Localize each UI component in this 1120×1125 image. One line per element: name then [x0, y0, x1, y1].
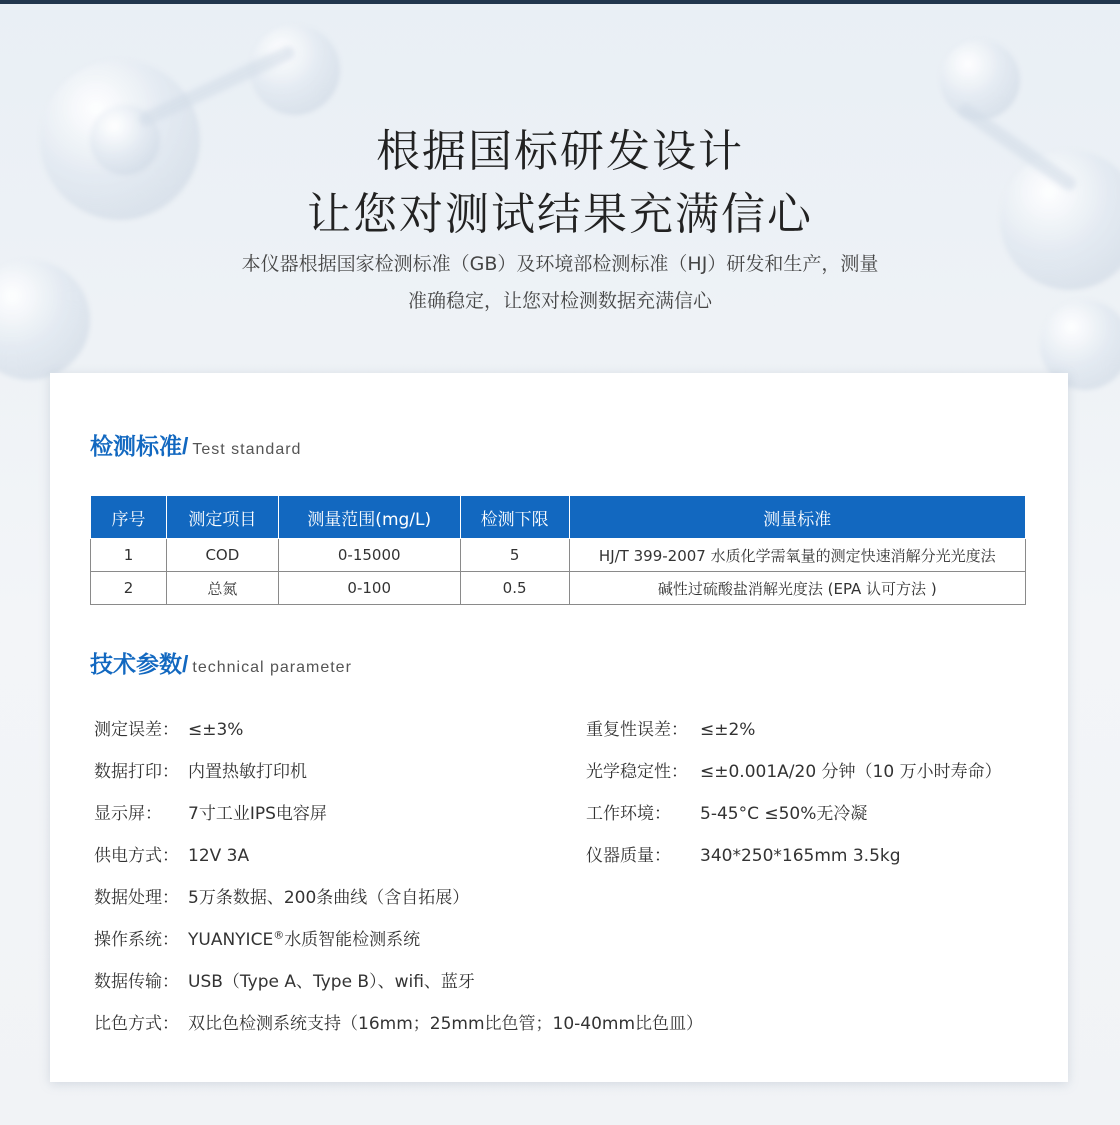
main-heading-line2: 让您对测试结果充满信心 — [307, 189, 813, 240]
content-card — [50, 373, 1068, 1082]
section-title-slash: / — [182, 433, 189, 459]
param-label: 仪器质量： — [586, 846, 671, 866]
table-cell: 总氮 — [166, 572, 278, 605]
os-description: 水质智能检测系统 — [284, 930, 421, 950]
test-standard-title — [90, 428, 301, 461]
param-label: 工作环境： — [586, 804, 671, 824]
section-title-zh: 技术参数 — [90, 652, 182, 678]
param-label: 光学稳定性： — [586, 762, 688, 782]
param-value: ≤±0.001A/20 分钟（10 万小时寿命） — [700, 762, 1002, 782]
param-value: ≤±2% — [700, 720, 756, 740]
param-label: 测定误差： — [94, 720, 179, 740]
registered-mark: ® — [273, 928, 285, 942]
table-cell: COD — [166, 539, 278, 572]
table-row — [91, 572, 1026, 605]
param-display — [94, 799, 327, 824]
table-header-cell: 序号 — [91, 496, 167, 539]
top-bar — [0, 0, 1120, 4]
param-label: 数据传输： — [94, 972, 179, 992]
param-label: 比色方式： — [94, 1014, 179, 1034]
param-value — [188, 925, 420, 950]
param-label: 重复性误差： — [586, 720, 688, 740]
table-cell: 1 — [91, 539, 167, 572]
table-cell: 碱性过硫酸盐消解光度法 (EPA 认可方法 ) — [569, 572, 1025, 605]
section-title-en: Test standard — [192, 441, 302, 458]
intro-text-line2: 准确稳定，让您对检测数据充满信心 — [407, 290, 712, 312]
param-operating-system — [94, 925, 420, 950]
param-working-environment — [586, 799, 867, 824]
table-row — [91, 539, 1026, 572]
param-value: USB（Type A、Type B）、wifi、蓝牙 — [188, 972, 475, 992]
main-heading-line1: 根据国标研发设计 — [376, 126, 744, 177]
param-optical-stability — [586, 757, 1002, 782]
param-label: 数据处理： — [94, 888, 179, 908]
table-cell: HJ/T 399-2007 水质化学需氧量的测定快速消解分光光度法 — [569, 539, 1025, 572]
technical-parameter-title — [90, 646, 352, 679]
param-label: 显示屏： — [94, 804, 162, 824]
param-repeatability-error — [586, 715, 755, 740]
param-value: 5-45°C ≤50%无冷凝 — [700, 804, 868, 824]
param-colorimetric-method — [94, 1009, 703, 1034]
os-brand-name: YUANYICE — [188, 930, 274, 950]
table-header-cell: 测量标准 — [569, 496, 1025, 539]
param-value: ≤±3% — [188, 720, 244, 740]
param-data-printing — [94, 757, 307, 782]
table-cell: 0-15000 — [278, 539, 460, 572]
table-header-cell: 测定项目 — [166, 496, 278, 539]
intro-text-line1: 本仪器根据国家检测标准（GB）及环境部检测标准（HJ）研发和生产，测量 — [241, 253, 879, 275]
param-label: 供电方式： — [94, 846, 179, 866]
table-header-cell: 测量范围(mg/L) — [278, 496, 460, 539]
table-cell: 2 — [91, 572, 167, 605]
param-value: 双比色检测系统支持（16mm；25mm比色管；10-40mm比色皿） — [188, 1014, 704, 1034]
section-title-slash: / — [182, 651, 189, 677]
section-title-zh: 检测标准 — [90, 434, 182, 460]
param-measurement-error — [94, 715, 243, 740]
section-title-en: technical parameter — [192, 659, 352, 676]
table-cell: 0-100 — [278, 572, 460, 605]
table-cell: 0.5 — [460, 572, 569, 605]
param-data-processing — [94, 883, 469, 908]
param-instrument-weight — [586, 841, 901, 866]
param-label: 操作系统： — [94, 930, 179, 950]
test-standard-table — [90, 495, 1026, 605]
table-cell: 5 — [460, 539, 569, 572]
param-data-transmission — [94, 967, 475, 992]
param-value: 7寸工业IPS电容屏 — [188, 804, 327, 824]
param-power-supply — [94, 841, 249, 866]
table-header-cell: 检测下限 — [460, 496, 569, 539]
param-value: 内置热敏打印机 — [188, 762, 307, 782]
param-label: 数据打印： — [94, 762, 179, 782]
param-value: 12V 3A — [188, 846, 250, 866]
table-header-row — [91, 496, 1026, 539]
param-value: 5万条数据、200条曲线（含自拓展） — [188, 888, 470, 908]
param-value: 340*250*165mm 3.5kg — [700, 846, 901, 866]
